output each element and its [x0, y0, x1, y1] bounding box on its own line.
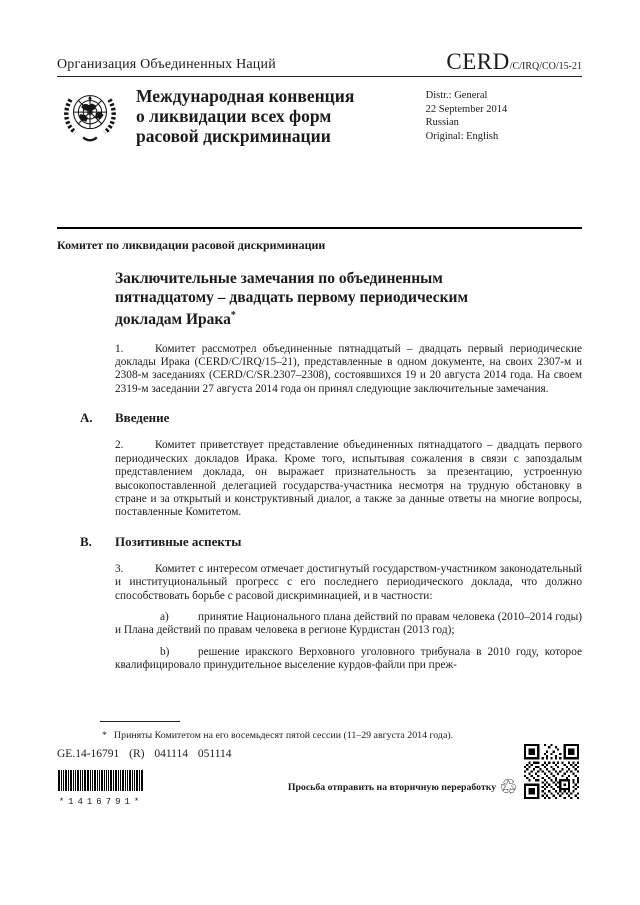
convention-title: [136, 84, 426, 150]
footnote-marker: *: [230, 310, 236, 321]
document-title-line: Заключительные замечания по объединенным: [115, 270, 443, 287]
document-title: [115, 270, 582, 330]
list-item-label: a): [160, 610, 169, 623]
list-item-label: b): [160, 645, 170, 658]
paragraph-3: [115, 563, 582, 603]
paragraph-2: [115, 439, 582, 519]
section-letter: A.: [80, 410, 93, 426]
ge-document-number: GE.14-16791 (R) 041114 051114: [57, 748, 232, 760]
header-divider: [57, 76, 582, 77]
recycle-icon: ♲: [499, 775, 518, 799]
paragraph-1: [115, 343, 582, 397]
section-title: Введение: [115, 410, 170, 426]
distr-original: Original: English: [425, 130, 499, 142]
recycle-notice: [288, 777, 518, 798]
footnote-text: Приняты Комитетом на его восемьдесят пятой сессии (11–29 августа 2014 года).: [114, 730, 454, 741]
paragraph-text: Комитет рассмотрел объединенные пятнадцатый – двадцать первый периодические доклады Ирака (CERD/C/IRQ/15–21), представленные в одном документе, на своих 2307-м и 2308-м заседаниях (CERD/C/SR.2307–2308), состоявшихся 19 и 20 августа 2014 года. На своем 2319-м заседании 27 августа 2014 года он принял следующие заключительные замечания.: [115, 342, 582, 395]
list-item-b: [115, 646, 582, 673]
list-item-a: [115, 611, 582, 638]
document-symbol-suffix: /C/IRQ/CO/15-21: [509, 61, 582, 72]
list-item-text: принятие Национального плана действий по правам человека (2010–2014 годы) и Плана действий по правам человека в регионе Курдистан (2013 год);: [115, 610, 582, 637]
section-divider: [57, 227, 582, 229]
section-heading-a: [57, 410, 582, 426]
section-heading-b: [57, 534, 582, 550]
section-title: Позитивные аспекты: [115, 533, 242, 549]
paragraph-text: Комитет с интересом отмечает достигнутый государством-участником законодательный и институциональный прогресс с его последнего периодического доклада, что должно способствовать борьбе с расовой дискриминацией, и в частности:: [115, 562, 582, 602]
section-letter: B.: [80, 533, 92, 549]
distribution-block: [426, 84, 582, 150]
page-header: [57, 0, 582, 73]
un-organization-name: Организация Объединенных Наций: [57, 57, 276, 72]
footnote: [102, 730, 532, 742]
document-symbol-main: CERD: [446, 49, 510, 74]
committee-name: Комитет по ликвидации расовой дискриминации: [57, 238, 326, 252]
paragraph-text: Комитет приветствует представление объединенных пятнадцатого – двадцать первого периодических докладов Ирака. Кроме того, испытывая сожаления в связи с запоздалым представлением доклада, он выражает признательность за презентацию, устроенную высокопоставленной делегацией государства-участника несмотря на трудную обстановку в стране и за открытый и конструктивный диалог, а также за данные ответы на многие вопросы, поставленные Комитетом.: [115, 439, 582, 519]
distr-type: Distr.: General: [425, 90, 488, 101]
distr-language: Russian: [425, 117, 459, 128]
footnote-marker: *: [102, 730, 107, 741]
recycle-text: Просьба отправить на вторичную переработку: [287, 782, 497, 793]
un-emblem-icon: [57, 84, 123, 150]
qr-code-icon: [524, 744, 579, 799]
paragraph-number: 3.: [115, 562, 124, 575]
barcode-block: [57, 770, 145, 807]
convention-title-line: Международная конвенция: [136, 86, 355, 106]
barcode-text: *1416791*: [58, 797, 144, 807]
document-title-line: [115, 307, 582, 330]
document-symbol: [446, 50, 582, 73]
footnote-separator: [100, 721, 180, 722]
barcode-icon: [58, 770, 144, 791]
distr-date: 22 September 2014: [425, 103, 508, 115]
list-item-text: решение иракского Верховного уголовного трибунала в 2010 году, которое квалифицировало принудительное выселение курдов-файли при преж-: [115, 645, 582, 672]
paragraph-number: 2.: [115, 439, 124, 452]
paragraph-number: 1.: [115, 342, 124, 355]
convention-title-line: расовой дискриминации: [136, 126, 331, 146]
document-title-line-text: докладам Ирака: [115, 311, 231, 329]
masthead: [57, 84, 582, 150]
convention-title-line: о ликвидации всех форм: [136, 106, 332, 126]
document-title-line: пятнадцатому – двадцать первому периодическим: [115, 288, 469, 306]
